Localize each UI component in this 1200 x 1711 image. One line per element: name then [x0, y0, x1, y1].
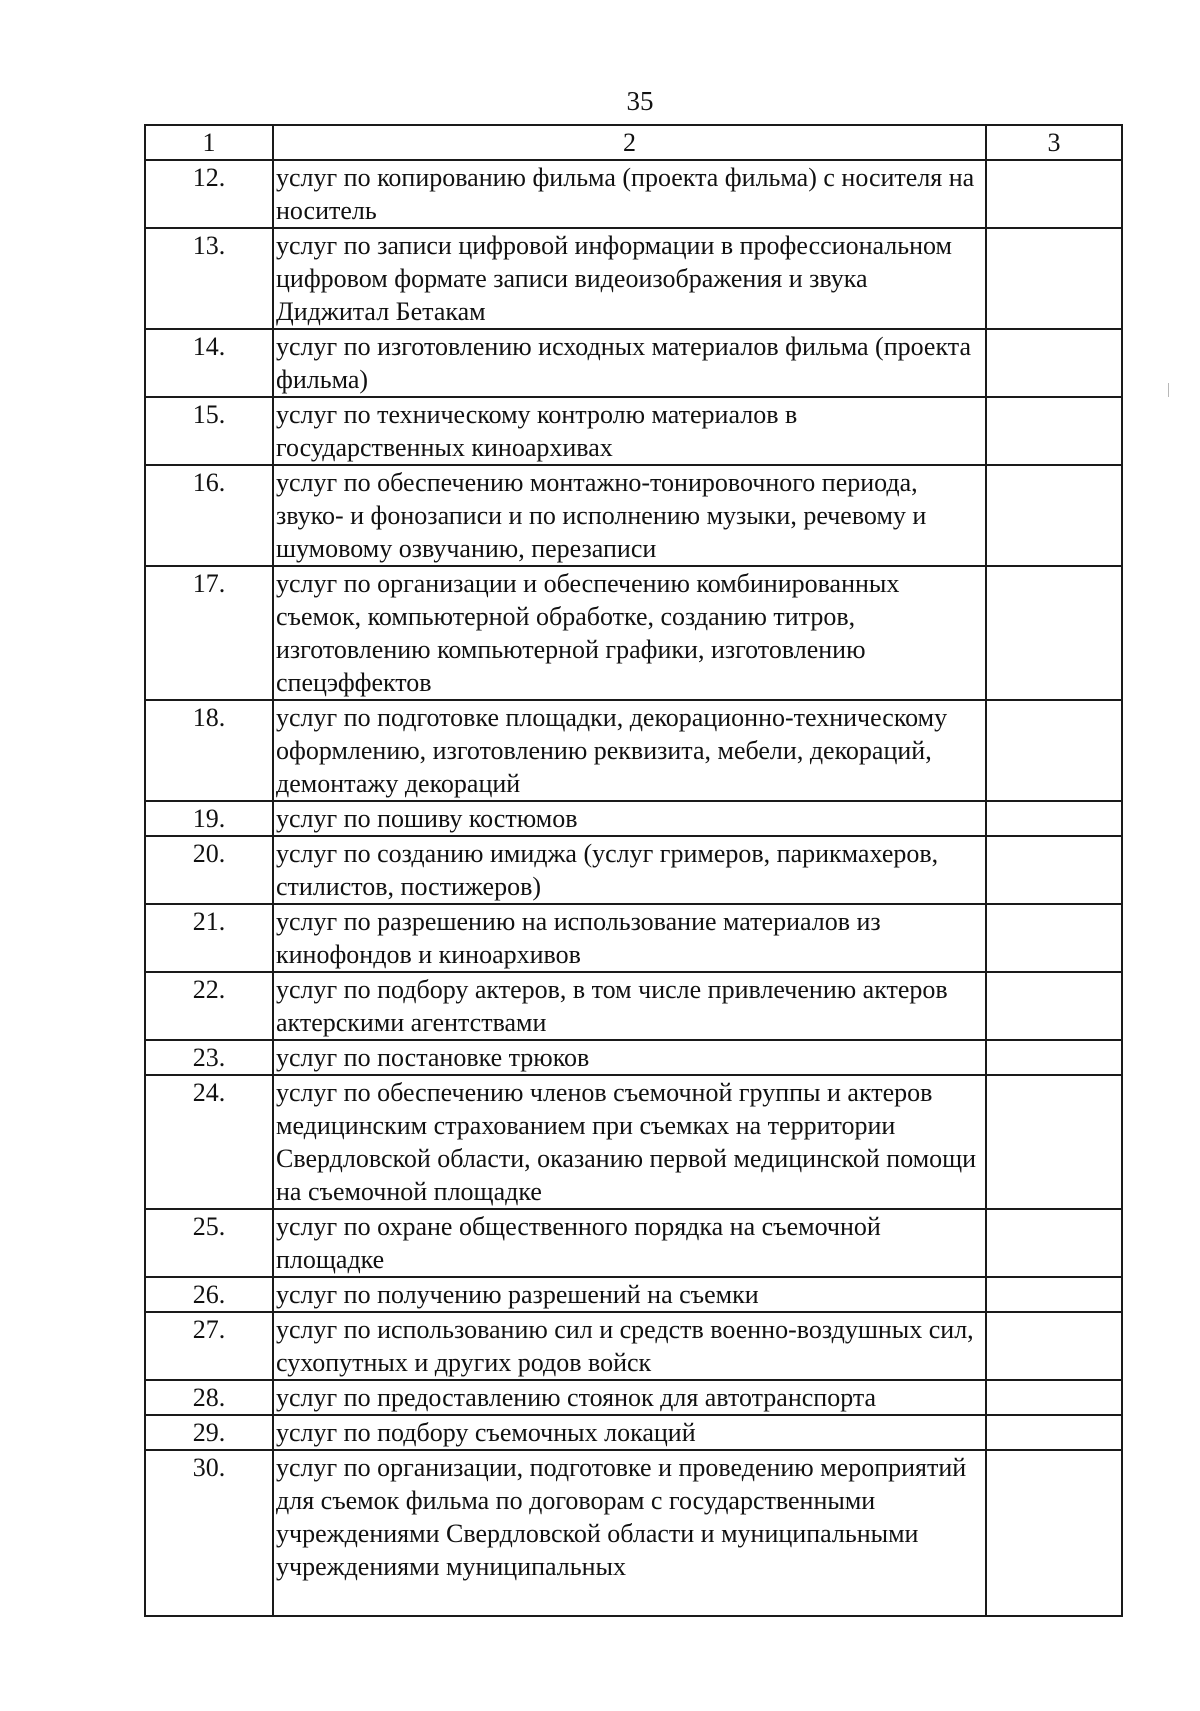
table-row [145, 160, 1122, 228]
services-table [144, 124, 1123, 1617]
service-description-cell: услуг по предоставлению стоянок для автотранспорта [273, 1380, 986, 1415]
service-description-cell: услуг по получению разрешений на съемки [273, 1277, 986, 1312]
page-number: 35 [626, 86, 654, 116]
value-cell [986, 1450, 1122, 1616]
table-row [145, 700, 1122, 801]
value-cell [986, 1040, 1122, 1075]
value-cell [986, 836, 1122, 904]
value-cell [986, 1209, 1122, 1277]
table-row [145, 904, 1122, 972]
row-number-cell: 29. [145, 1415, 273, 1450]
service-description-cell: услуг по обеспечению членов съемочной группы и актеров медицинским страхованием при съемках на территории Свердловской области, оказанию первой медицинской помощи на съемочной площадке [273, 1075, 986, 1209]
scan-mark [1168, 383, 1169, 397]
row-number-cell: 27. [145, 1312, 273, 1380]
table-row [145, 1209, 1122, 1277]
value-cell [986, 397, 1122, 465]
row-number-cell: 24. [145, 1075, 273, 1209]
table-row [145, 972, 1122, 1040]
header-cell-value: 3 [986, 125, 1122, 160]
table-row [145, 1312, 1122, 1380]
table-header-row [145, 125, 1122, 160]
value-cell [986, 1277, 1122, 1312]
row-number-cell: 15. [145, 397, 273, 465]
row-number-cell: 30. [145, 1450, 273, 1616]
table-row [145, 566, 1122, 700]
table-row [145, 465, 1122, 566]
service-description-cell: услуг по изготовлению исходных материалов фильма (проекта фильма) [273, 329, 986, 397]
value-cell [986, 465, 1122, 566]
value-cell [986, 801, 1122, 836]
service-description-cell: услуг по техническому контролю материалов в государственных киноархивах [273, 397, 986, 465]
table-body [145, 125, 1122, 1616]
table-row [145, 228, 1122, 329]
value-cell [986, 1312, 1122, 1380]
table-row [145, 397, 1122, 465]
value-cell [986, 972, 1122, 1040]
value-cell [986, 904, 1122, 972]
service-description-cell: услуг по пошиву костюмов [273, 801, 986, 836]
row-number-cell: 13. [145, 228, 273, 329]
row-number-cell: 17. [145, 566, 273, 700]
table-row [145, 836, 1122, 904]
row-number-cell: 16. [145, 465, 273, 566]
value-cell [986, 1380, 1122, 1415]
service-description-cell: услуг по разрешению на использование материалов из кинофондов и киноархивов [273, 904, 986, 972]
row-number-cell: 12. [145, 160, 273, 228]
row-number-cell: 22. [145, 972, 273, 1040]
table-row [145, 1450, 1122, 1616]
row-number-cell: 21. [145, 904, 273, 972]
service-description-cell: услуг по подбору съемочных локаций [273, 1415, 986, 1450]
service-description-cell: услуг по использованию сил и средств военно-воздушных сил, сухопутных и других родов войск [273, 1312, 986, 1380]
table-row [145, 1415, 1122, 1450]
value-cell [986, 1415, 1122, 1450]
row-number-cell: 28. [145, 1380, 273, 1415]
service-description-cell: услуг по подбору актеров, в том числе привлечению актеров актерскими агентствами [273, 972, 986, 1040]
row-number-cell: 25. [145, 1209, 273, 1277]
value-cell [986, 160, 1122, 228]
value-cell [986, 329, 1122, 397]
value-cell [986, 700, 1122, 801]
value-cell [986, 228, 1122, 329]
header-cell-service: 2 [273, 125, 986, 160]
table-row [145, 801, 1122, 836]
service-description-cell: услуг по охране общественного порядка на съемочной площадке [273, 1209, 986, 1277]
table-row [145, 1277, 1122, 1312]
service-description-cell: услуг по созданию имиджа (услуг гримеров, парикмахеров, стилистов, постижеров) [273, 836, 986, 904]
table-row [145, 329, 1122, 397]
row-number-cell: 20. [145, 836, 273, 904]
service-description-cell: услуг по постановке трюков [273, 1040, 986, 1075]
row-number-cell: 26. [145, 1277, 273, 1312]
value-cell [986, 566, 1122, 700]
row-number-cell: 14. [145, 329, 273, 397]
header-cell-number: 1 [145, 125, 273, 160]
service-description-cell: услуг по обеспечению монтажно-тонировочного периода, звуко- и фонозаписи и по исполнению музыки, речевому и шумовому озвучанию, перезаписи [273, 465, 986, 566]
value-cell [986, 1075, 1122, 1209]
service-description-cell: услуг по копированию фильма (проекта фильма) с носителя на носитель [273, 160, 986, 228]
table-row [145, 1380, 1122, 1415]
service-description-cell: услуг по организации и обеспечению комбинированных съемок, компьютерной обработке, созданию титров, изготовлению компьютерной графики, изготовлению спецэффектов [273, 566, 986, 700]
row-number-cell: 19. [145, 801, 273, 836]
row-number-cell: 18. [145, 700, 273, 801]
service-description-cell: услуг по подготовке площадки, декорационно-техническому оформлению, изготовлению реквизита, мебели, декораций, демонтажу декораций [273, 700, 986, 801]
table-row [145, 1040, 1122, 1075]
service-description-cell: услуг по записи цифровой информации в профессиональном цифровом формате записи видеоизображения и звука Диджитал Бетакам [273, 228, 986, 329]
service-description-cell: услуг по организации, подготовке и проведению мероприятий для съемок фильма по договорам с государственными учреждениями Свердловской области и муниципальными учреждениями муниципальных [273, 1450, 986, 1616]
row-number-cell: 23. [145, 1040, 273, 1075]
table-row [145, 1075, 1122, 1209]
